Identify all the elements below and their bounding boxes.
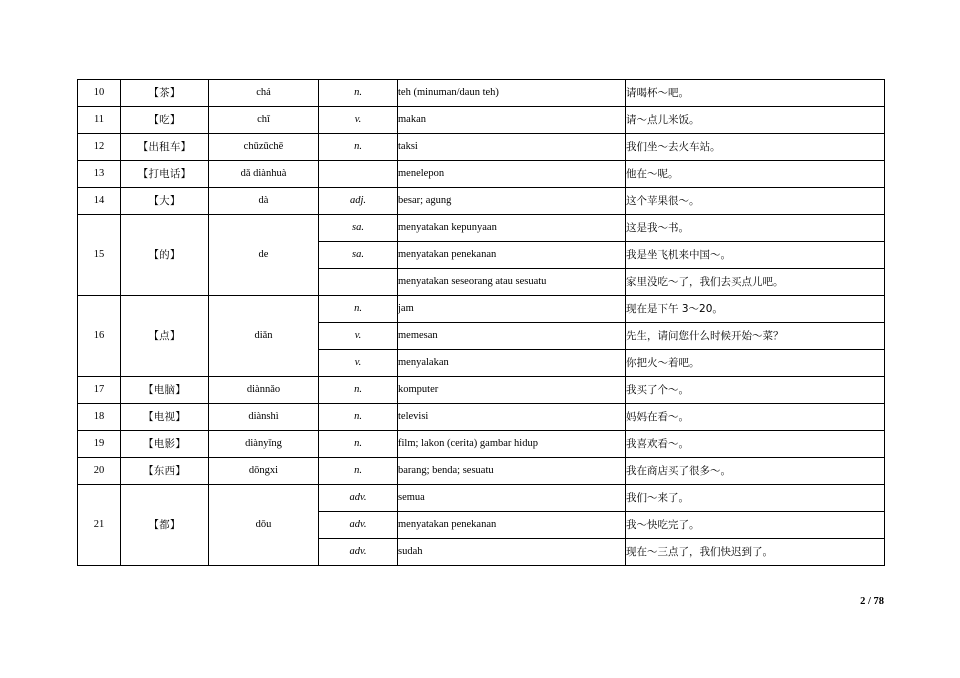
entry-part-of-speech: adv. <box>319 485 398 512</box>
entry-part-of-speech: n. <box>319 377 398 404</box>
entry-pinyin: dōngxi <box>209 458 319 485</box>
entry-meaning: jam <box>398 296 626 323</box>
entry-number: 21 <box>78 485 121 566</box>
entry-meaning: semua <box>398 485 626 512</box>
table-row <box>78 161 885 188</box>
table-row <box>78 458 885 485</box>
entry-number: 10 <box>78 80 121 107</box>
entry-example-sentence: 我买了个～。 <box>626 377 885 404</box>
entry-part-of-speech: n. <box>319 296 398 323</box>
entry-number: 16 <box>78 296 121 377</box>
entry-example-sentence: 我是坐飞机来中国～。 <box>626 242 885 269</box>
entry-number: 15 <box>78 215 121 296</box>
entry-pinyin: chá <box>209 80 319 107</box>
entry-pinyin: diànnǎo <box>209 377 319 404</box>
entry-hanzi: 【电脑】 <box>121 377 209 404</box>
entry-part-of-speech: v. <box>319 107 398 134</box>
entry-meaning: menyalakan <box>398 350 626 377</box>
entry-example-sentence: 我喜欢看～。 <box>626 431 885 458</box>
entry-meaning: besar; agung <box>398 188 626 215</box>
entry-meaning: taksi <box>398 134 626 161</box>
entry-meaning: komputer <box>398 377 626 404</box>
table-row <box>78 188 885 215</box>
entry-example-sentence: 我们坐～去火车站。 <box>626 134 885 161</box>
entry-part-of-speech: n. <box>319 134 398 161</box>
vocabulary-table-container <box>77 79 884 566</box>
table-row <box>78 80 885 107</box>
table-row <box>78 215 885 242</box>
entry-number: 14 <box>78 188 121 215</box>
entry-pinyin: diànshì <box>209 404 319 431</box>
vocabulary-table-body <box>78 80 885 566</box>
entry-hanzi: 【点】 <box>121 296 209 377</box>
table-row <box>78 107 885 134</box>
entry-part-of-speech: adv. <box>319 539 398 566</box>
entry-number: 20 <box>78 458 121 485</box>
entry-part-of-speech: v. <box>319 323 398 350</box>
entry-pinyin: dà <box>209 188 319 215</box>
entry-pinyin: dǎ diànhuà <box>209 161 319 188</box>
entry-meaning: televisi <box>398 404 626 431</box>
entry-example-sentence: 他在～呢。 <box>626 161 885 188</box>
entry-meaning: barang; benda; sesuatu <box>398 458 626 485</box>
entry-example-sentence: 我们～来了。 <box>626 485 885 512</box>
table-row <box>78 377 885 404</box>
entry-part-of-speech: adv. <box>319 512 398 539</box>
entry-number: 17 <box>78 377 121 404</box>
entry-part-of-speech: sa. <box>319 242 398 269</box>
entry-part-of-speech: adj. <box>319 188 398 215</box>
vocabulary-table <box>77 79 885 566</box>
entry-example-sentence: 你把火～着吧。 <box>626 350 885 377</box>
entry-meaning: film; lakon (cerita) gambar hidup <box>398 431 626 458</box>
page-number: 2 / 78 <box>860 596 884 607</box>
entry-meaning: teh (minuman/daun teh) <box>398 80 626 107</box>
entry-hanzi: 【电视】 <box>121 404 209 431</box>
entry-pinyin: de <box>209 215 319 296</box>
entry-number: 12 <box>78 134 121 161</box>
entry-hanzi: 【茶】 <box>121 80 209 107</box>
entry-part-of-speech: n. <box>319 458 398 485</box>
entry-pinyin: chī <box>209 107 319 134</box>
entry-part-of-speech: v. <box>319 350 398 377</box>
entry-meaning: menyatakan penekanan <box>398 242 626 269</box>
entry-hanzi: 【的】 <box>121 215 209 296</box>
entry-example-sentence: 家里没吃～了，我们去买点儿吧。 <box>626 269 885 296</box>
entry-example-sentence: 这是我～书。 <box>626 215 885 242</box>
entry-number: 13 <box>78 161 121 188</box>
entry-meaning: makan <box>398 107 626 134</box>
table-row <box>78 485 885 512</box>
entry-example-sentence: 请喝杯～吧。 <box>626 80 885 107</box>
table-row <box>78 296 885 323</box>
entry-example-sentence: 妈妈在看～。 <box>626 404 885 431</box>
entry-meaning: menyatakan penekanan <box>398 512 626 539</box>
entry-hanzi: 【都】 <box>121 485 209 566</box>
entry-example-sentence: 请～点儿米饭。 <box>626 107 885 134</box>
entry-example-sentence: 现在是下午 3～20。 <box>626 296 885 323</box>
entry-example-sentence: 我～快吃完了。 <box>626 512 885 539</box>
entry-hanzi: 【电影】 <box>121 431 209 458</box>
entry-number: 11 <box>78 107 121 134</box>
table-row <box>78 404 885 431</box>
entry-part-of-speech <box>319 269 398 296</box>
entry-hanzi: 【吃】 <box>121 107 209 134</box>
entry-part-of-speech: n. <box>319 431 398 458</box>
entry-hanzi: 【东西】 <box>121 458 209 485</box>
entry-pinyin: chūzūchē <box>209 134 319 161</box>
entry-example-sentence: 现在～三点了，我们快迟到了。 <box>626 539 885 566</box>
entry-meaning: memesan <box>398 323 626 350</box>
table-row <box>78 134 885 161</box>
entry-number: 19 <box>78 431 121 458</box>
entry-part-of-speech: sa. <box>319 215 398 242</box>
entry-pinyin: diànyǐng <box>209 431 319 458</box>
entry-meaning: menyatakan kepunyaan <box>398 215 626 242</box>
entry-example-sentence: 我在商店买了很多～。 <box>626 458 885 485</box>
entry-hanzi: 【出租车】 <box>121 134 209 161</box>
entry-example-sentence: 这个苹果很～。 <box>626 188 885 215</box>
entry-pinyin: diǎn <box>209 296 319 377</box>
entry-part-of-speech: n. <box>319 404 398 431</box>
entry-meaning: menelepon <box>398 161 626 188</box>
entry-example-sentence: 先生，请问您什么时候开始～菜？ <box>626 323 885 350</box>
entry-pinyin: dōu <box>209 485 319 566</box>
table-row <box>78 431 885 458</box>
entry-number: 18 <box>78 404 121 431</box>
entry-meaning: menyatakan seseorang atau sesuatu <box>398 269 626 296</box>
entry-part-of-speech <box>319 161 398 188</box>
entry-part-of-speech: n. <box>319 80 398 107</box>
entry-hanzi: 【打电话】 <box>121 161 209 188</box>
entry-meaning: sudah <box>398 539 626 566</box>
entry-hanzi: 【大】 <box>121 188 209 215</box>
